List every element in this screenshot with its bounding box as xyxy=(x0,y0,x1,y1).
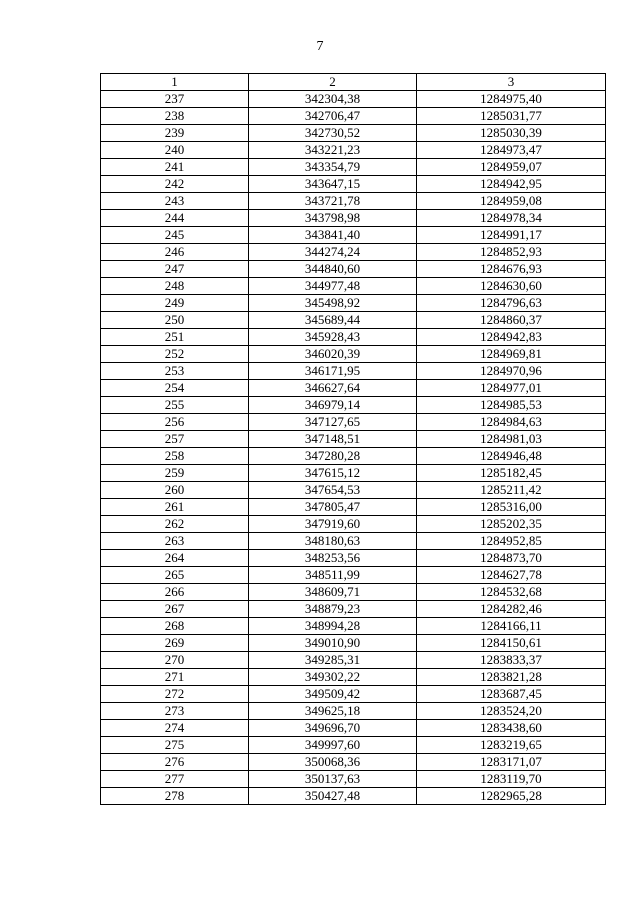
table-cell: 349625,18 xyxy=(249,703,417,720)
table-row xyxy=(101,346,606,363)
table-cell: 1284166,11 xyxy=(417,618,606,635)
table-cell: 345928,43 xyxy=(249,329,417,346)
table-cell: 246 xyxy=(101,244,249,261)
table-cell: 1283833,37 xyxy=(417,652,606,669)
table-cell: 1284150,61 xyxy=(417,635,606,652)
table-row xyxy=(101,91,606,108)
table-row xyxy=(101,363,606,380)
table-cell: 268 xyxy=(101,618,249,635)
table-cell: 1284630,60 xyxy=(417,278,606,295)
column-header-3: 3 xyxy=(417,74,606,91)
table-cell: 1284532,68 xyxy=(417,584,606,601)
table-cell: 267 xyxy=(101,601,249,618)
table-cell: 255 xyxy=(101,397,249,414)
table-cell: 1285030,39 xyxy=(417,125,606,142)
table-row xyxy=(101,176,606,193)
table-cell: 1283438,60 xyxy=(417,720,606,737)
table-cell: 343798,98 xyxy=(249,210,417,227)
table-cell: 257 xyxy=(101,431,249,448)
table-row xyxy=(101,108,606,125)
column-header-2: 2 xyxy=(249,74,417,91)
table-cell: 1284796,63 xyxy=(417,295,606,312)
table-cell: 344274,24 xyxy=(249,244,417,261)
table-cell: 344977,48 xyxy=(249,278,417,295)
table-cell: 245 xyxy=(101,227,249,244)
table-row xyxy=(101,737,606,754)
table-cell: 347919,60 xyxy=(249,516,417,533)
table-cell: 348609,71 xyxy=(249,584,417,601)
table-cell: 254 xyxy=(101,380,249,397)
table-cell: 275 xyxy=(101,737,249,754)
table-cell: 347148,51 xyxy=(249,431,417,448)
table-row xyxy=(101,125,606,142)
table-cell: 1285202,35 xyxy=(417,516,606,533)
table-cell: 243 xyxy=(101,193,249,210)
column-header-1: 1 xyxy=(101,74,249,91)
table-row xyxy=(101,771,606,788)
table-cell: 260 xyxy=(101,482,249,499)
table-cell: 256 xyxy=(101,414,249,431)
table-cell: 271 xyxy=(101,669,249,686)
table-cell: 250 xyxy=(101,312,249,329)
table-cell: 343647,15 xyxy=(249,176,417,193)
table-cell: 1283171,07 xyxy=(417,754,606,771)
table-row xyxy=(101,159,606,176)
table-cell: 274 xyxy=(101,720,249,737)
table-cell: 1285316,00 xyxy=(417,499,606,516)
table-cell: 1284977,01 xyxy=(417,380,606,397)
table-row xyxy=(101,550,606,567)
table-cell: 244 xyxy=(101,210,249,227)
table-row xyxy=(101,448,606,465)
table-cell: 344840,60 xyxy=(249,261,417,278)
table-cell: 349997,60 xyxy=(249,737,417,754)
table-row xyxy=(101,210,606,227)
table-row xyxy=(101,720,606,737)
table-row xyxy=(101,414,606,431)
table-cell: 346171,95 xyxy=(249,363,417,380)
table-cell: 347280,28 xyxy=(249,448,417,465)
table-cell: 265 xyxy=(101,567,249,584)
table-cell: 263 xyxy=(101,533,249,550)
table-row xyxy=(101,380,606,397)
table-cell: 278 xyxy=(101,788,249,805)
table-cell: 262 xyxy=(101,516,249,533)
table-row xyxy=(101,788,606,805)
table-cell: 269 xyxy=(101,635,249,652)
table-cell: 1284860,37 xyxy=(417,312,606,329)
table-cell: 258 xyxy=(101,448,249,465)
table-cell: 342706,47 xyxy=(249,108,417,125)
table-cell: 345498,92 xyxy=(249,295,417,312)
table-row xyxy=(101,703,606,720)
table-cell: 239 xyxy=(101,125,249,142)
table-cell: 1284873,70 xyxy=(417,550,606,567)
table-row xyxy=(101,142,606,159)
table-cell: 343221,23 xyxy=(249,142,417,159)
table-cell: 1284627,78 xyxy=(417,567,606,584)
table-cell: 242 xyxy=(101,176,249,193)
table-cell: 1284942,83 xyxy=(417,329,606,346)
table-cell: 272 xyxy=(101,686,249,703)
table-cell: 237 xyxy=(101,91,249,108)
table-cell: 276 xyxy=(101,754,249,771)
table-cell: 1283687,45 xyxy=(417,686,606,703)
table-row xyxy=(101,516,606,533)
header-row xyxy=(101,74,606,91)
table-header xyxy=(101,74,606,91)
table-row xyxy=(101,567,606,584)
table-row xyxy=(101,312,606,329)
table-cell: 348180,63 xyxy=(249,533,417,550)
table-cell: 259 xyxy=(101,465,249,482)
table-cell: 1284946,48 xyxy=(417,448,606,465)
table-cell: 350068,36 xyxy=(249,754,417,771)
table-cell: 349285,31 xyxy=(249,652,417,669)
table-cell: 1283119,70 xyxy=(417,771,606,788)
table-cell: 349010,90 xyxy=(249,635,417,652)
table-row xyxy=(101,601,606,618)
table-cell: 350427,48 xyxy=(249,788,417,805)
table-cell: 347654,53 xyxy=(249,482,417,499)
page-number: 7 xyxy=(316,39,324,54)
table-cell: 240 xyxy=(101,142,249,159)
table-cell: 266 xyxy=(101,584,249,601)
table-cell: 270 xyxy=(101,652,249,669)
table-cell: 1284978,34 xyxy=(417,210,606,227)
table-row xyxy=(101,533,606,550)
table-cell: 253 xyxy=(101,363,249,380)
table-row xyxy=(101,244,606,261)
table-cell: 348511,99 xyxy=(249,567,417,584)
table-row xyxy=(101,295,606,312)
table-cell: 346627,64 xyxy=(249,380,417,397)
table-cell: 1284282,46 xyxy=(417,601,606,618)
table-cell: 1284981,03 xyxy=(417,431,606,448)
table-cell: 346979,14 xyxy=(249,397,417,414)
table-cell: 1282965,28 xyxy=(417,788,606,805)
table-cell: 349696,70 xyxy=(249,720,417,737)
table-row xyxy=(101,278,606,295)
table-row xyxy=(101,193,606,210)
coordinates-table xyxy=(100,73,606,805)
table-cell: 1284970,96 xyxy=(417,363,606,380)
table-cell: 1283219,65 xyxy=(417,737,606,754)
table-cell: 1284942,95 xyxy=(417,176,606,193)
table-cell: 1284959,08 xyxy=(417,193,606,210)
table-cell: 277 xyxy=(101,771,249,788)
table-row xyxy=(101,227,606,244)
table-cell: 342304,38 xyxy=(249,91,417,108)
table-cell: 1284969,81 xyxy=(417,346,606,363)
table-row xyxy=(101,669,606,686)
table-cell: 264 xyxy=(101,550,249,567)
table-cell: 347615,12 xyxy=(249,465,417,482)
table-row xyxy=(101,652,606,669)
table-row xyxy=(101,754,606,771)
table-cell: 251 xyxy=(101,329,249,346)
table-cell: 343841,40 xyxy=(249,227,417,244)
table-cell: 349302,22 xyxy=(249,669,417,686)
table-cell: 1284985,53 xyxy=(417,397,606,414)
table-row xyxy=(101,635,606,652)
table-cell: 238 xyxy=(101,108,249,125)
table-cell: 1284984,63 xyxy=(417,414,606,431)
table-row xyxy=(101,686,606,703)
table-cell: 247 xyxy=(101,261,249,278)
table-cell: 348994,28 xyxy=(249,618,417,635)
table-cell: 348253,56 xyxy=(249,550,417,567)
table-cell: 349509,42 xyxy=(249,686,417,703)
table-cell: 248 xyxy=(101,278,249,295)
table-cell: 347127,65 xyxy=(249,414,417,431)
table-cell: 241 xyxy=(101,159,249,176)
table-cell: 343721,78 xyxy=(249,193,417,210)
table-cell: 342730,52 xyxy=(249,125,417,142)
table-cell: 1284991,17 xyxy=(417,227,606,244)
table-body xyxy=(101,91,606,805)
table-cell: 1284852,93 xyxy=(417,244,606,261)
table-row xyxy=(101,465,606,482)
table-cell: 343354,79 xyxy=(249,159,417,176)
table-row xyxy=(101,397,606,414)
table-cell: 346020,39 xyxy=(249,346,417,363)
table-cell: 1284952,85 xyxy=(417,533,606,550)
table-cell: 252 xyxy=(101,346,249,363)
table-cell: 261 xyxy=(101,499,249,516)
table-cell: 1284973,47 xyxy=(417,142,606,159)
table-row xyxy=(101,261,606,278)
table-cell: 1283821,28 xyxy=(417,669,606,686)
table-row xyxy=(101,431,606,448)
table-row xyxy=(101,584,606,601)
table-cell: 350137,63 xyxy=(249,771,417,788)
table-cell: 345689,44 xyxy=(249,312,417,329)
table-cell: 249 xyxy=(101,295,249,312)
table-cell: 347805,47 xyxy=(249,499,417,516)
table-cell: 1284959,07 xyxy=(417,159,606,176)
table-cell: 1285211,42 xyxy=(417,482,606,499)
table-cell: 1285182,45 xyxy=(417,465,606,482)
table-cell: 273 xyxy=(101,703,249,720)
table-row xyxy=(101,618,606,635)
table-row xyxy=(101,482,606,499)
table-cell: 1283524,20 xyxy=(417,703,606,720)
table-cell: 348879,23 xyxy=(249,601,417,618)
table-cell: 1284975,40 xyxy=(417,91,606,108)
table-cell: 1284676,93 xyxy=(417,261,606,278)
table-row xyxy=(101,499,606,516)
table-cell: 1285031,77 xyxy=(417,108,606,125)
table-row xyxy=(101,329,606,346)
